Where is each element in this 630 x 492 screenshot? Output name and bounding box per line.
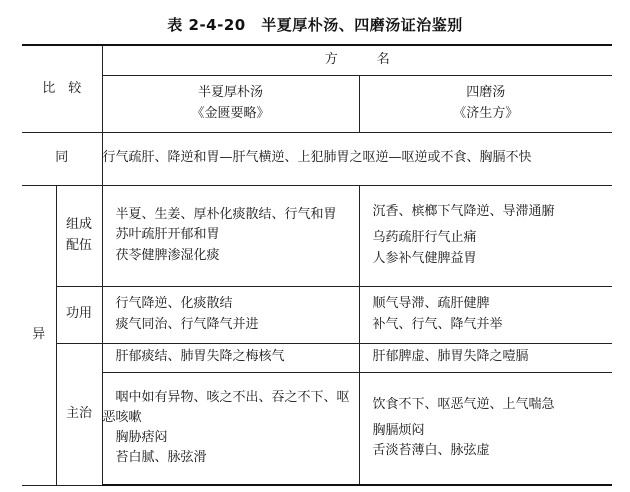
composition-formula1: [102, 185, 359, 286]
same-text-cell: [102, 132, 612, 185]
indication-f2-line2: 胸膈烦闷: [372, 423, 425, 439]
indication-label-cell: [56, 343, 102, 485]
composition-label-1: 组成: [66, 217, 93, 233]
function-formula1: [102, 286, 359, 343]
indication-f1-line1: 咽中如有异物、咳之不出、吞之不下、呕恶咳嗽: [102, 389, 350, 426]
function-f1-line2: 痰气同治、行气降气并进: [115, 316, 259, 332]
indication-f2-line3: 舌淡苔薄白、脉弦虚: [372, 443, 490, 459]
table-title: 表 2-4-20 半夏厚朴汤、四磨汤证治鉴别: [167, 16, 463, 34]
composition-formula2: [359, 185, 612, 286]
formula1-name: 半夏厚朴汤: [198, 85, 264, 101]
function-f1-line1: 行气降逆、化痰散结: [115, 296, 233, 312]
function-formula2: [359, 286, 612, 343]
composition-label-2: 配伍: [66, 237, 93, 253]
same-label: 同: [55, 150, 69, 166]
function-label-cell: [56, 286, 102, 343]
function-label: 功用: [66, 306, 93, 322]
indication-label: 主治: [66, 405, 93, 421]
indication-formula2: [359, 372, 612, 485]
indication-f2-line1: 饮食不下、呕恶气逆、上气喘急: [372, 397, 555, 413]
formula1-source: 《金匮要略》: [191, 105, 270, 121]
composition-label-cell: [56, 185, 102, 286]
composition-f1-line3: 茯苓健脾渗湿化痰: [115, 247, 220, 263]
composition-f2-line2: 乌药疏肝行气止痛: [372, 230, 477, 246]
composition-f2-line3: 人参补气健脾益胃: [372, 250, 477, 266]
same-text: 行气疏肝、降逆和胃—肝气横逆、上犯肺胃之呕逆—呕逆或不食、胸膈不快: [102, 150, 532, 166]
compare-header-cell: [22, 45, 102, 132]
indication-f2-pathogenesis: 肝郁脾虚、肺胃失降之噎膈: [372, 349, 529, 365]
comparison-table: [22, 44, 612, 486]
formula-name-label: 方 名: [324, 52, 390, 68]
indication-f1-pathogenesis-cell: [102, 343, 359, 372]
same-label-cell: [22, 132, 102, 185]
formula1-header: [102, 75, 359, 132]
indication-f1-line3: 苔白腻、脉弦滑: [115, 450, 207, 466]
indication-f2-pathogenesis-cell: [359, 343, 612, 372]
formula-name-header: [102, 45, 612, 75]
diff-label: 异: [32, 326, 46, 342]
diff-label-cell: [22, 185, 56, 485]
compare-label: 比 较: [42, 80, 82, 96]
formula2-name: 四磨汤: [466, 85, 506, 101]
composition-f2-line1: 沉香、槟榔下气降逆、导滞通腑: [372, 204, 555, 220]
composition-f1-line1: 半夏、生姜、厚朴化痰散结、行气和胃: [115, 207, 337, 223]
indication-f1-line2: 胸胁痞闷: [115, 430, 168, 446]
formula2-header: [359, 75, 612, 132]
indication-formula1: [102, 372, 359, 485]
indication-f1-pathogenesis: 肝郁痰结、肺胃失降之梅核气: [115, 349, 285, 365]
formula2-source: 《济生方》: [453, 105, 519, 121]
function-f2-line1: 顺气导滞、疏肝健脾: [372, 296, 490, 312]
composition-f1-line2: 苏叶疏肝开郁和胃: [115, 227, 220, 243]
function-f2-line2: 补气、行气、降气并举: [372, 316, 503, 332]
